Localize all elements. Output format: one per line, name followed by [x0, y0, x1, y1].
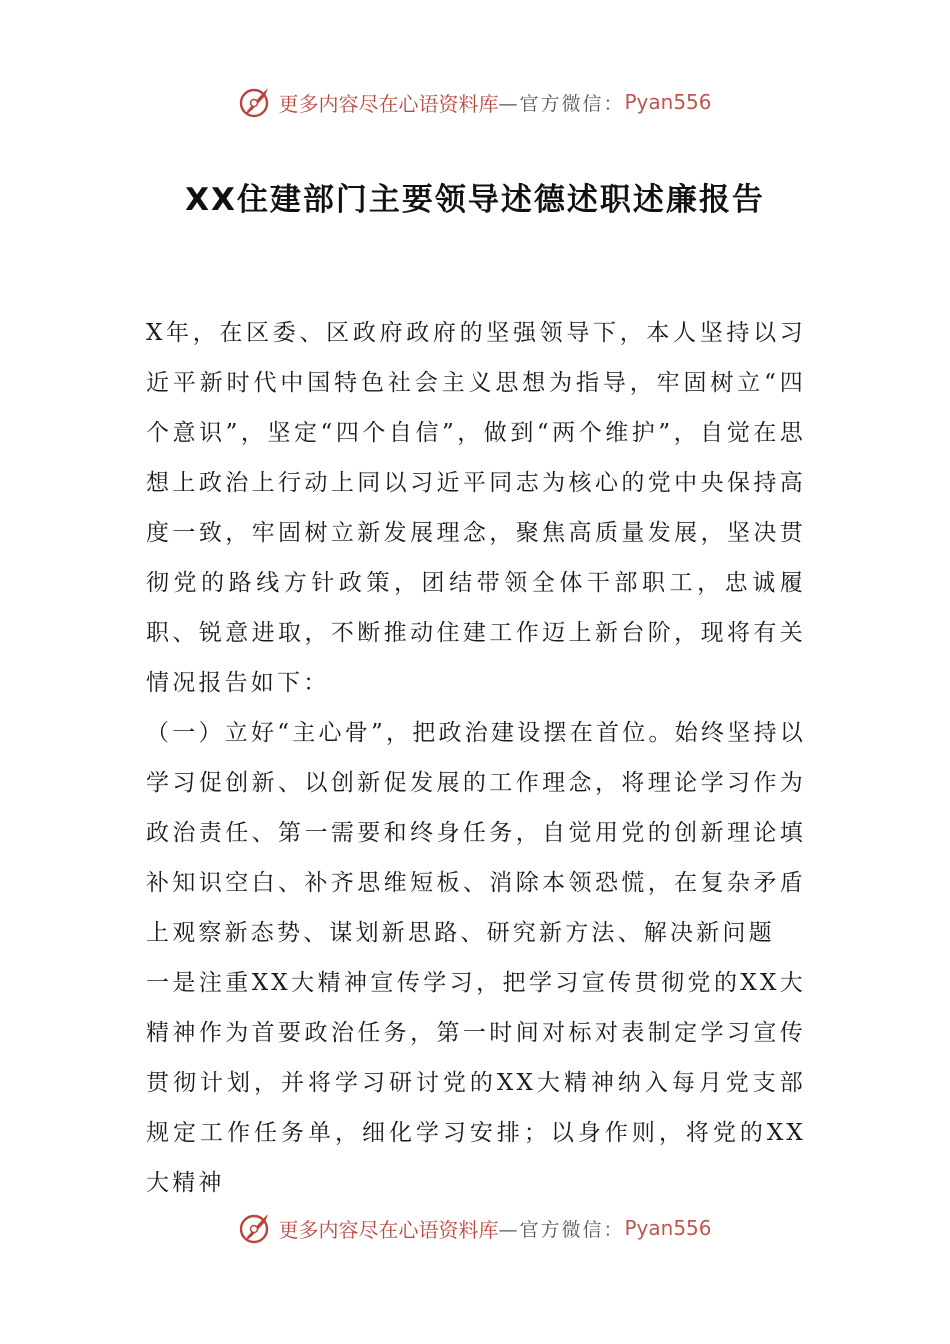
banner-wechat-id: Pyan556: [624, 90, 712, 114]
document-body: [146, 308, 806, 1208]
body-paragraph-section-one: （一）立好“主心骨”，把政治建设摆在首位。始终坚持以学习促创新、以创新促发展的工作理念，将理论学习作为政治责任、第一需要和终身任务，自觉用党的创新理论填补知识空白、补齐思维短板、消除本领恐慌，在复杂矛盾上观察新态势、谋划新思路、研究新方法、解决新问题: [146, 720, 806, 946]
body-paragraph-point-one: 一是注重XX大精神宣传学习，把学习宣传贯彻党的XX大精神作为首要政治任务，第一时间对标对表制定学习宣传贯彻计划，并将学习研讨党的XX大精神纳入每月党支部规定工作任务单，细化学习安排；以身作则，将党的XX大精神: [146, 970, 806, 1196]
document-title: XX住建部门主要领导述德述职述廉报告: [185, 182, 765, 218]
banner-official-label: —官方微信：: [498, 92, 625, 115]
quill-logo-icon: [238, 1210, 274, 1246]
header-watermark-banner: [0, 82, 950, 122]
quill-logo-icon: [238, 84, 274, 120]
banner-main-text: 更多内容尽在心语资料库: [278, 1217, 499, 1242]
banner-official-label: —官方微信：: [498, 1218, 625, 1241]
body-paragraph-intro: X年，在区委、区政府政府的坚强领导下，本人坚持以习近平新时代中国特色社会主义思想为指导，牢固树立“四个意识”，坚定“四个自信”，做到“两个维护”，自觉在思想上政治上行动上同以习近平同志为核心的党中央保持高度一致，牢固树立新发展理念，聚焦高质量发展，坚决贯彻党的路线方针政策，团结带领全体干部职工，忠诚履职、锐意进取，不断推动住建工作迈上新台阶，现将有关情况报告如下：: [146, 320, 806, 696]
banner-main-text: 更多内容尽在心语资料库: [278, 91, 499, 116]
banner-wechat-id: Pyan556: [624, 1216, 712, 1240]
footer-watermark-banner: [0, 1208, 950, 1248]
